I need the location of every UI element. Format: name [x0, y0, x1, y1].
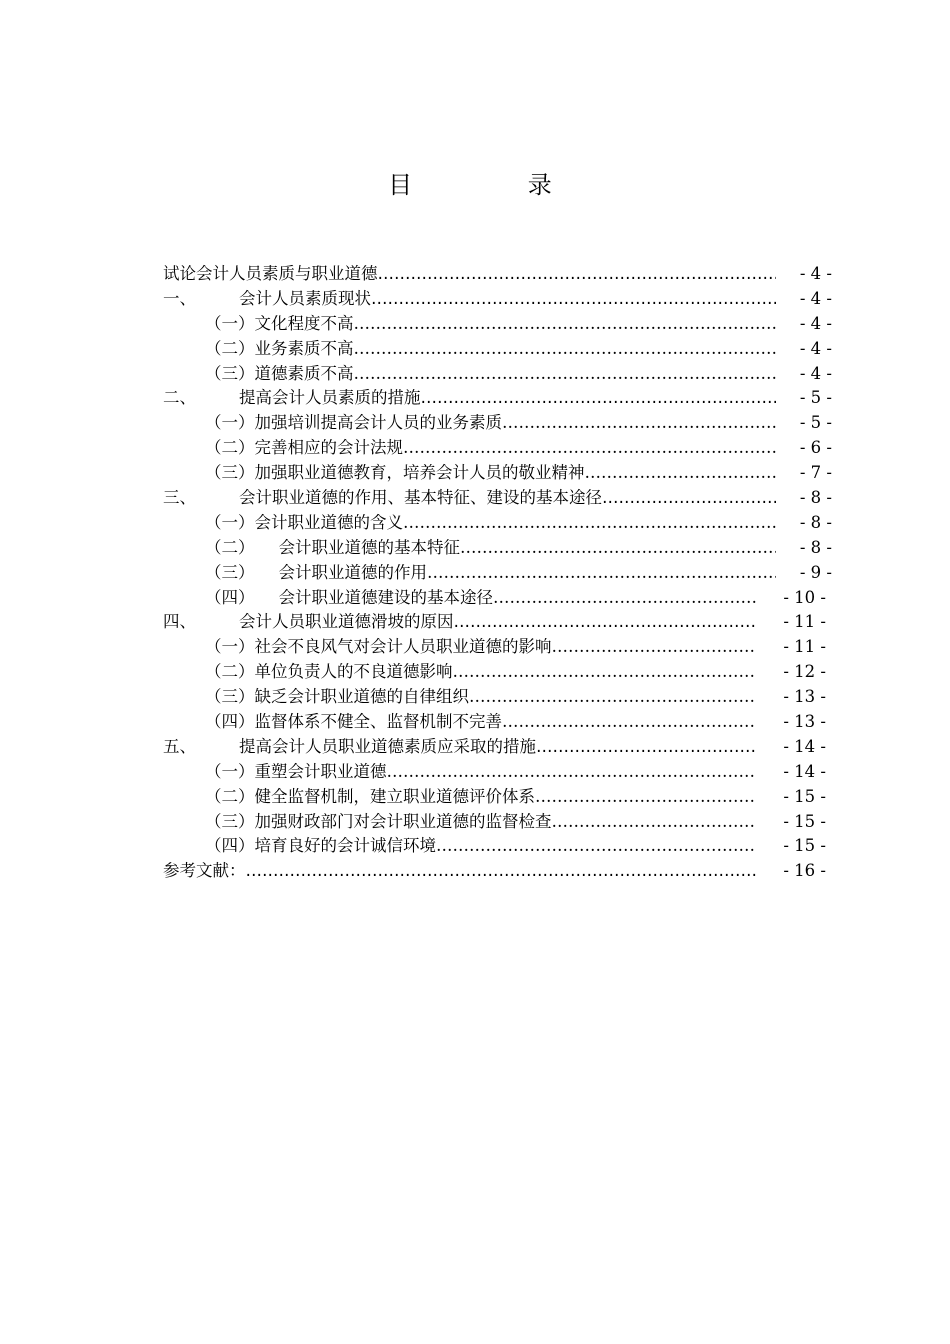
- toc-entry-number: 二、: [163, 388, 196, 408]
- toc-page-number: - 14 -: [783, 761, 826, 781]
- toc-entry-title: 完善相应的会计法规: [254, 438, 403, 458]
- toc-entry-title: 文化程度不高: [254, 313, 354, 333]
- toc-entry-title: 缺乏会计职业道德的自律组织: [254, 687, 469, 707]
- toc-entry-title: 健全监督机制，建立职业道德评价体系: [254, 786, 535, 806]
- page-title: 目 录: [388, 171, 606, 199]
- toc-leader-dots: [246, 859, 757, 884]
- toc-page-number: - 7 -: [799, 463, 832, 483]
- toc-leader-dots: [469, 685, 756, 710]
- toc-leader-dots: [371, 287, 776, 312]
- toc-entry[interactable]: [163, 834, 838, 859]
- toc-page-number: - 5 -: [799, 413, 832, 433]
- toc-leader-dots: [552, 635, 757, 660]
- toc-leader-dots: [454, 610, 757, 635]
- toc-entry-title: 监督体系不健全、监督机制不完善: [254, 712, 502, 732]
- toc-entry-number: （二）: [205, 438, 255, 458]
- toc-entry[interactable]: [163, 262, 838, 287]
- toc-entry-title: 培育良好的会计诚信环境: [254, 836, 436, 856]
- toc-entry-title: 会计人员职业道德滑坡的原因: [239, 612, 454, 632]
- toc-entry[interactable]: [163, 586, 838, 611]
- toc-entry-number: （二）: [205, 537, 255, 557]
- toc-page-number: - 9 -: [799, 562, 832, 582]
- toc-entry-number: （一）: [205, 761, 255, 781]
- toc-entry-number: （二）: [205, 662, 255, 682]
- toc-entry[interactable]: [163, 362, 838, 387]
- toc-entry-number: （四）: [205, 836, 255, 856]
- toc-leader-dots: [427, 561, 776, 586]
- toc-leader-dots: [502, 411, 776, 436]
- toc-entry-number: （一）: [205, 637, 255, 657]
- toc-entry[interactable]: [163, 461, 838, 486]
- toc-page-number: - 4 -: [799, 363, 832, 383]
- toc-entry-number: （一）: [205, 413, 255, 433]
- toc-entry[interactable]: [163, 561, 838, 586]
- toc-entry[interactable]: [163, 710, 838, 735]
- toc-entry[interactable]: [163, 760, 838, 785]
- toc-entry[interactable]: [163, 660, 838, 685]
- toc-entry-title: 提高会计人员素质的措施: [239, 388, 421, 408]
- toc-page-number: - 4 -: [799, 313, 832, 333]
- toc-entry-number: （一）: [205, 512, 255, 532]
- toc-page-number: - 11 -: [783, 637, 826, 657]
- toc-leader-dots: [602, 486, 776, 511]
- toc-entry[interactable]: [163, 536, 838, 561]
- toc-entry-title: 会计职业道德的作用: [278, 562, 427, 582]
- toc-entry-title: 重塑会计职业道德: [254, 761, 387, 781]
- toc-entry[interactable]: [163, 810, 838, 835]
- toc-entry-number: 三、: [163, 488, 196, 508]
- toc-entry-number: （四）: [205, 712, 255, 732]
- toc-page-number: - 15 -: [783, 811, 826, 831]
- toc-leader-dots: [354, 337, 777, 362]
- toc-leader-dots: [552, 810, 757, 835]
- toc-entry-title: 会计人员素质现状: [239, 288, 371, 308]
- toc-leader-dots: [535, 785, 756, 810]
- toc-entry[interactable]: [163, 635, 838, 660]
- toc-entry[interactable]: [163, 735, 838, 760]
- toc-entry-title: 提高会计人员职业道德素质应采取的措施: [239, 736, 536, 756]
- toc-page-number: - 13 -: [783, 712, 826, 732]
- toc-leader-dots: [421, 386, 777, 411]
- toc-leader-dots: [460, 536, 776, 561]
- toc-leader-dots: [502, 710, 756, 735]
- toc-leader-dots: [403, 511, 776, 536]
- toc-leader-dots: [387, 760, 757, 785]
- toc-entry-number: （二）: [205, 786, 255, 806]
- toc-entry-title: 社会不良风气对会计人员职业道德的影响: [254, 637, 552, 657]
- toc-entry[interactable]: [163, 312, 838, 337]
- toc-leader-dots: [436, 834, 756, 859]
- toc-entry-number: 四、: [163, 612, 196, 632]
- toc-page-number: - 16 -: [783, 861, 826, 881]
- toc-page-number: - 15 -: [783, 786, 826, 806]
- toc-entry-number: （三）: [205, 562, 255, 582]
- toc-page-number: - 12 -: [783, 662, 826, 682]
- toc-entry-title: 单位负责人的不良道德影响: [254, 662, 453, 682]
- table-of-contents: [163, 262, 838, 884]
- toc-entry-number: （三）: [205, 811, 255, 831]
- toc-entry-title: 参考文献：: [163, 861, 246, 881]
- toc-page-number: - 4 -: [799, 288, 832, 308]
- toc-page-number: - 8 -: [799, 512, 832, 532]
- toc-entry[interactable]: [163, 436, 838, 461]
- toc-entry-number: （二）: [205, 338, 255, 358]
- toc-entry-number: 五、: [163, 736, 196, 756]
- toc-entry-title: 加强财政部门对会计职业道德的监督检查: [254, 811, 552, 831]
- toc-entry[interactable]: [163, 287, 838, 312]
- toc-entry-title: 道德素质不高: [254, 363, 354, 383]
- toc-leader-dots: [536, 735, 756, 760]
- toc-leader-dots: [493, 586, 756, 611]
- toc-entry[interactable]: [163, 610, 838, 635]
- toc-entry-number: （一）: [205, 313, 255, 333]
- toc-page-number: - 4 -: [799, 338, 832, 358]
- toc-leader-dots: [403, 436, 776, 461]
- toc-page-number: - 8 -: [799, 488, 832, 508]
- toc-page-number: - 15 -: [783, 836, 826, 856]
- toc-entry-title: 加强培训提高会计人员的业务素质: [254, 413, 502, 433]
- toc-entry-title: 试论会计人员素质与职业道德: [163, 264, 378, 283]
- toc-page-number: - 4 -: [799, 264, 832, 283]
- toc-entry-number: （四）: [205, 587, 255, 607]
- toc-entry[interactable]: [163, 785, 838, 810]
- toc-entry-title: 业务素质不高: [254, 338, 354, 358]
- toc-entry[interactable]: [163, 685, 838, 710]
- toc-page-number: - 5 -: [799, 388, 832, 408]
- toc-leader-dots: [585, 461, 777, 486]
- toc-page-number: - 8 -: [799, 537, 832, 557]
- toc-entry[interactable]: [163, 411, 838, 436]
- toc-entry[interactable]: [163, 859, 838, 884]
- toc-entry-title: 会计职业道德的作用、基本特征、建设的基本途径: [239, 488, 602, 508]
- toc-entry-title: 会计职业道德的基本特征: [278, 537, 460, 557]
- toc-leader-dots: [378, 262, 777, 287]
- toc-entry-title: 会计职业道德的含义: [254, 512, 403, 532]
- toc-entry-number: （三）: [205, 363, 255, 383]
- toc-page-number: - 14 -: [783, 736, 826, 756]
- toc-entry[interactable]: [163, 386, 838, 411]
- toc-page-number: - 11 -: [783, 612, 826, 632]
- toc-leader-dots: [453, 660, 757, 685]
- toc-leader-dots: [354, 362, 777, 387]
- toc-page-number: - 6 -: [799, 438, 832, 458]
- toc-entry[interactable]: [163, 337, 838, 362]
- toc-page-number: - 10 -: [783, 587, 826, 607]
- toc-entry-number: （三）: [205, 463, 255, 483]
- toc-entry[interactable]: [163, 486, 838, 511]
- toc-entry-title: 加强职业道德教育，培养会计人员的敬业精神: [254, 463, 585, 483]
- toc-page-number: - 13 -: [783, 687, 826, 707]
- toc-entry-number: 一、: [163, 288, 196, 308]
- toc-leader-dots: [354, 312, 777, 337]
- toc-entry[interactable]: [163, 511, 838, 536]
- toc-entry-number: （三）: [205, 687, 255, 707]
- toc-entry-title: 会计职业道德建设的基本途径: [278, 587, 493, 607]
